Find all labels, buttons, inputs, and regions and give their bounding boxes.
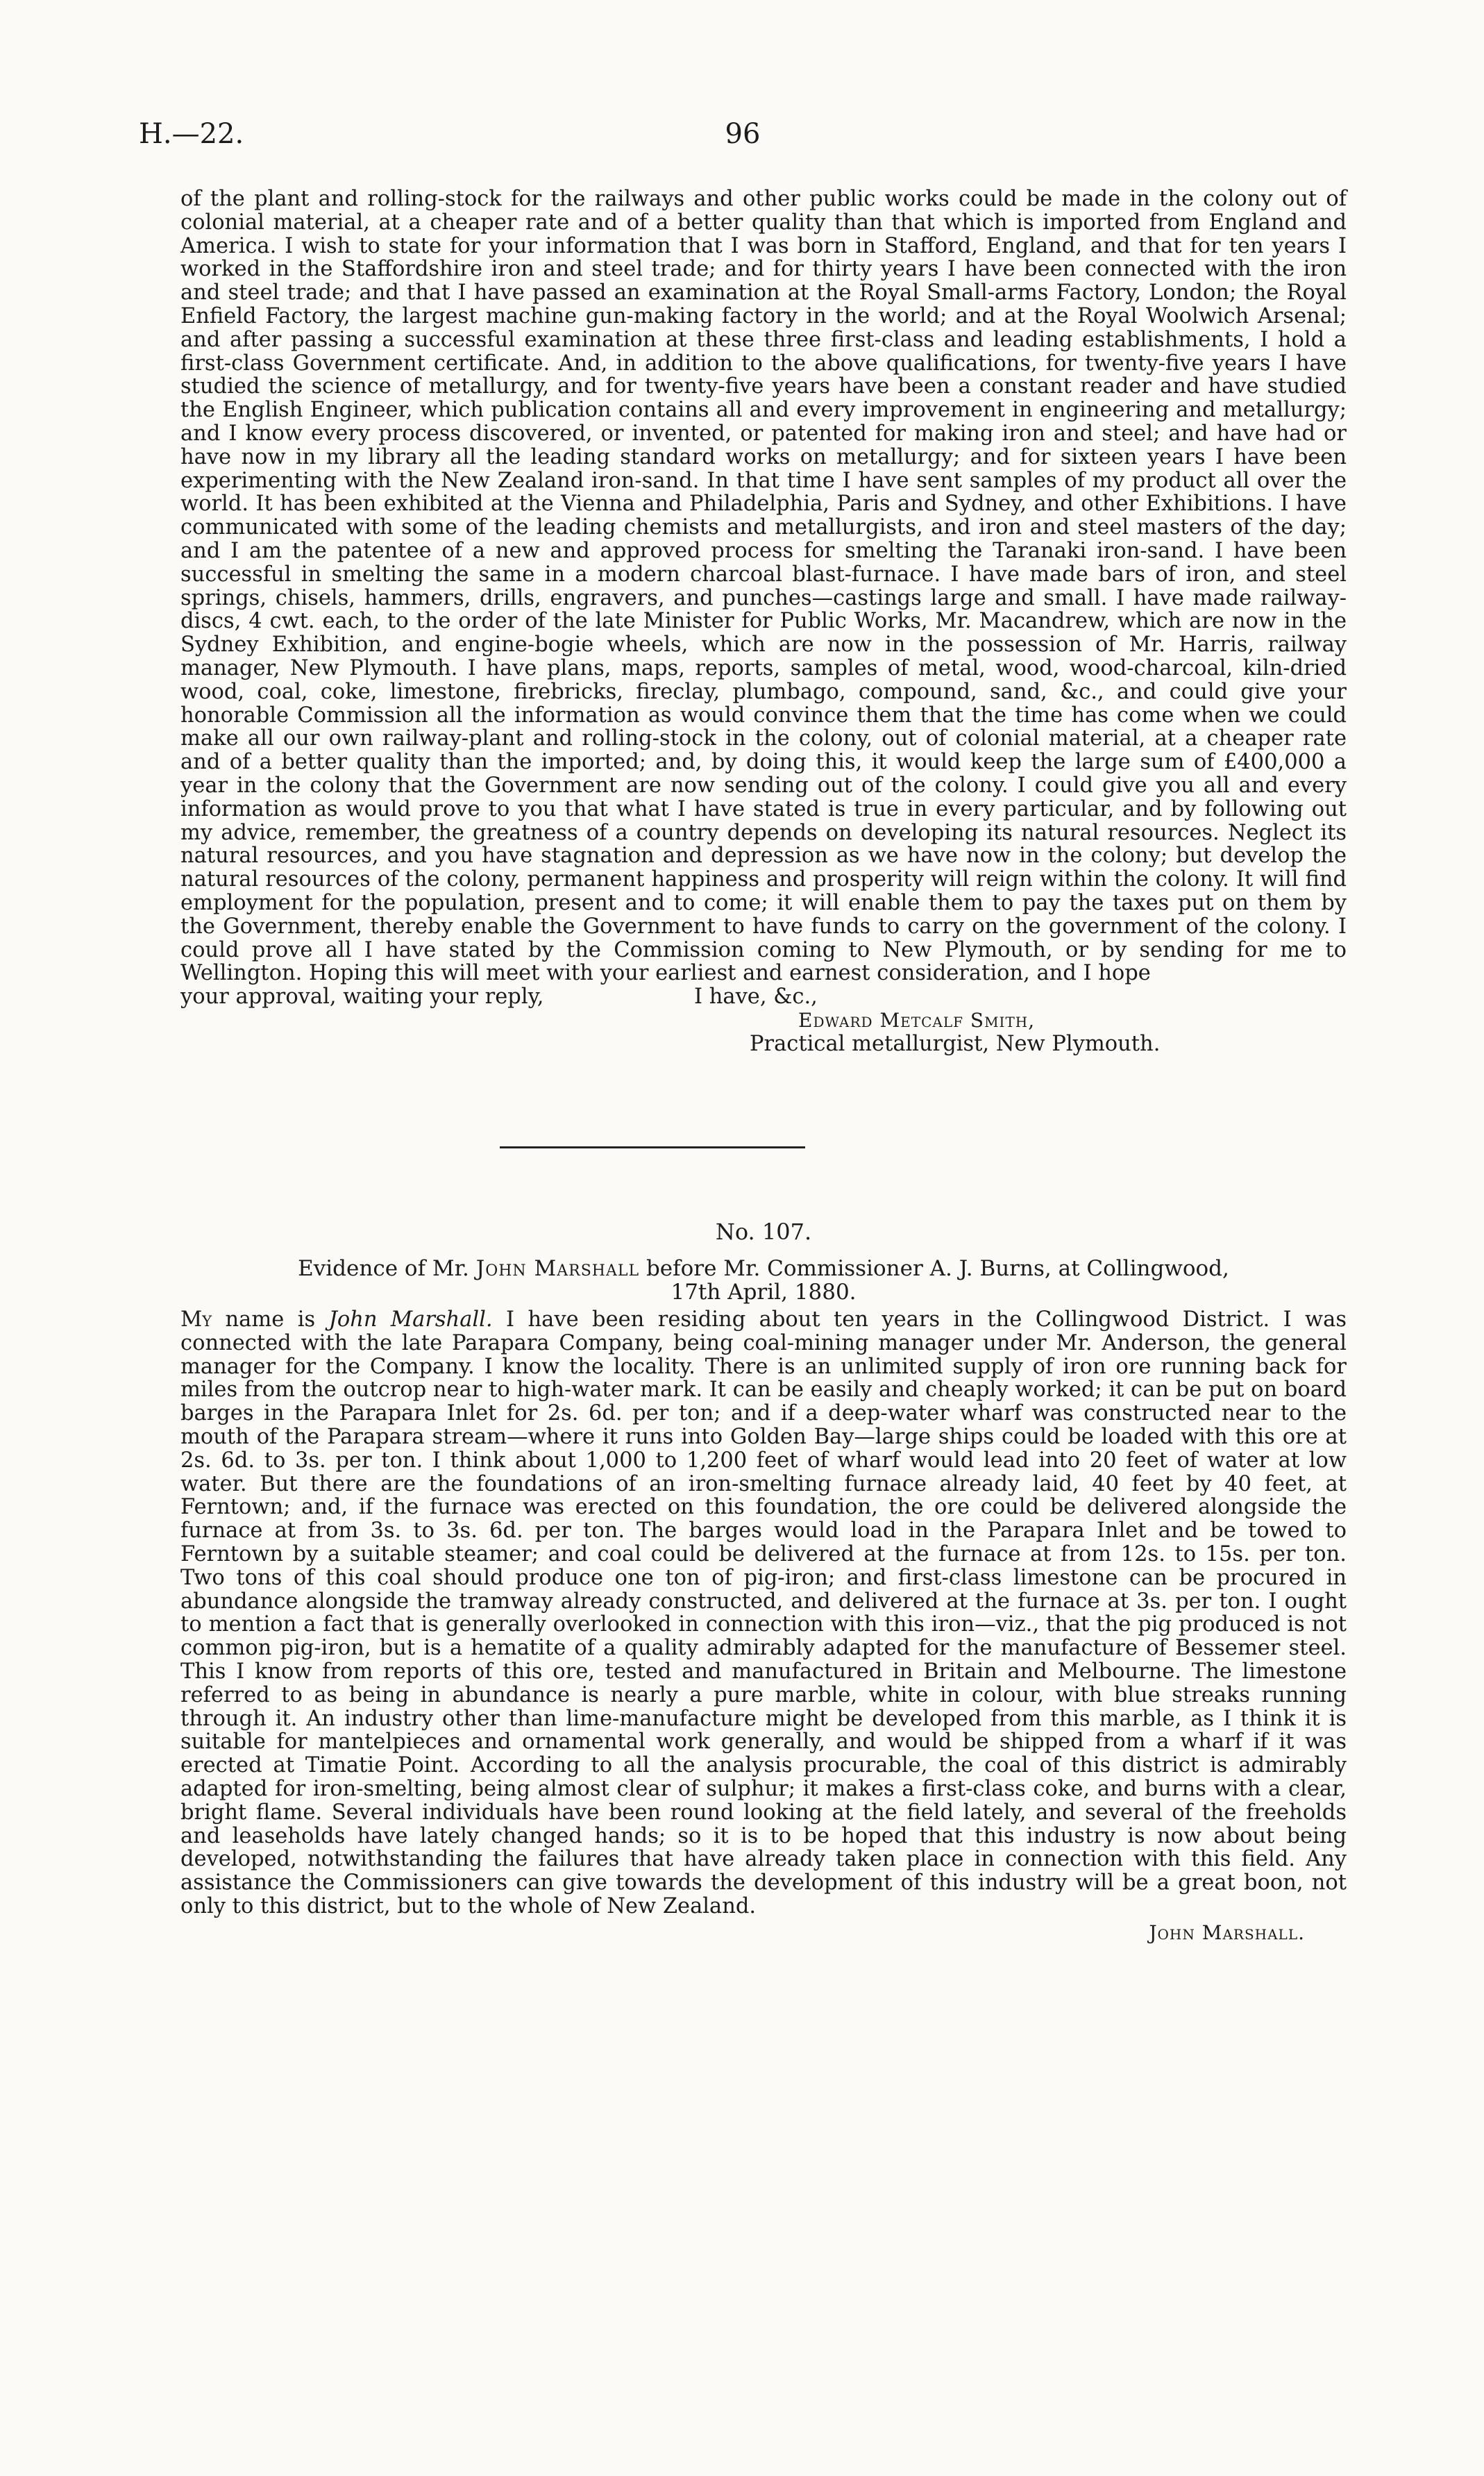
page-header [139, 118, 1347, 167]
letter-body: of the plant and rolling-stock for the railways and other public works could be made in the colony out of colonial material, at a cheaper rate and of a better quality than that which is imported from England and America. I wish to state for your information that I was born in Stafford, England, and that for ten years I worked in the Staffordshire iron and steel trade; and for thirty years I have been connected with the iron and steel trade; and that I have passed an examination at the Royal Small-arms Factory, London; the Royal Enfield Factory, the largest machine gun-making factory in the world; and at the Royal Woolwich Arsenal; and after passing a successful examination at these three first-class and leading establishments, I hold a first-class Government certificate. And, in addition to the above qualifications, for twenty-five years I have studied the science of metallurgy, and for twenty-five years have been a constant reader and have studied the English Engineer, which publication contains all and every improvement in engineering and metallurgy; and I know every process discovered, or invented, or patented for making iron and steel; and have had or have now in my library all the leading standard works on metallurgy; and for sixteen years I have been experimenting with the New Zealand iron-sand. In that time I have sent samples of my product all over the world. It has been exhibited at the Vienna and Philadelphia, Paris and Sydney, and other Exhibitions. I have communicated with some of the leading chemists and metallurgists, and iron and steel masters of the day; and I am the patentee of a new and approved process for smelting the Taranaki iron-sand. I have been successful in smelting the same in a modern charcoal blast-furnace. I have made bars of iron, and steel springs, chisels, hammers, drills, engravers, and punches—castings large and small. I have made railway-discs, 4 cwt. each, to the order of the late Minister for Public Works, Mr. Macandrew, which are now in the Sydney Exhibition, and engine-bogie wheels, which are now in the possession of Mr. Harris, railway manager, New Plymouth. I have plans, maps, reports, samples of metal, wood, wood-charcoal, kiln-dried wood, coal, coke, limestone, firebricks, fireclay, plumbago, compound, sand, &c., and could give your honorable Commission all the information as would convince them that the time has come when we could make all our own railway-plant and rolling-stock in the colony, out of colonial material, at a cheaper rate and of a better quality than the imported; and, by doing this, it would keep the large sum of £400,000 a year in the colony that the Government are now sending out of the colony. I could give you all and every information as would prove to you that what I have stated is true in every particular, and by following out my advice, remember, the greatness of a country depends on developing its natural resources. Neglect its natural resources, and you have stagnation and depression as we have now in the colony; but develop the natural resources of the colony, permanent happiness and prosperity will reign within the colony. It will find employment for the population, present and to come; it will enable them to pay the taxes put on them by the Government, thereby enable the Government to have funds to carry on the government of the colony. I could prove all I have stated by the Commission coming to New Plymouth, or by sending for me to Wellington. Hoping this will meet with your earliest and earnest consideration, and I hope [180, 187, 1347, 986]
evidence-body-text: I have been residing about ten years in the Collingwood District. I was connected with the late Parapara Company, being coal-mining manager under Mr. Anderson, the general manager for the Company. I know the locality. There is an unlimited supply of iron ore running back for miles from the outcrop near to high-water mark. It can be easily and cheaply worked; it can be put on board barges in the Parapara Inlet for 2s. 6d. per ton; and if a deep-water wharf was constructed near to the mouth of the Parapara stream—where it runs into Golden Bay—large ships could be loaded with this ore at 2s. 6d. to 3s. per ton. I think about 1,000 to 1,200 feet of wharf would lead into 20 feet of water at low water. But there are the foundations of an iron-smelting furnace already laid, 40 feet by 40 feet, at Ferntown; and, if the furnace was erected on this foundation, the ore could be delivered alongside the furnace at from 3s. to 3s. 6d. per ton. The barges would load in the Parapara Inlet and be towed to Ferntown by a suitable steamer; and coal could be delivered at the furnace at from 12s. to 15s. per ton. Two tons of this coal should produce one ton of pig-iron; and first-class limestone can be procured in abundance alongside the tramway already constructed, and delivered at the furnace at 3s. per ton. I ought to mention a fact that is generally overlooked in connection with this iron—viz., that the pig produced is not common pig-iron, but is a hematite of a quality admirably adapted for the manufacture of Bessemer steel. This I know from reports of this ore, tested and manufactured in Britain and Melbourne. The limestone referred to as being in abundance is nearly a pure marble, white in colour, with blue streaks running through it. An industry other than lime-manufacture might be developed from this marble, as I think it is suitable for mantelpieces and ornamental work generally, and would be shipped from a wharf if it was erected at Timatie Point. According to all the analysis procurable, the coal of this district is admirably adapted for iron-smelting, being almost clear of sulphur; it makes a first-class coke, and burns with a clear, bright flame. Several individuals have been round looking at the field lately, and several of the freeholds and leaseholds have lately changed hands; so it is to be hoped that this industry is now about being developed, notwithstanding the failures that have already taken place in connection with this field. Any assistance the Commissioners can give towards the development of this industry will be a great boon, not only to this district, but to the whole of New Zealand. [180, 1307, 1347, 1919]
evidence-opening-name: John Marshall. [328, 1307, 493, 1332]
document-reference: H.—22. [139, 118, 244, 150]
evidence-signature: John Marshall. [1149, 1921, 1305, 1944]
evidence-opening-text: name is [225, 1307, 316, 1332]
evidence-body [180, 1308, 1347, 1918]
evidence-title-suffix: before Mr. Commissioner A. J. Burns, at Collingwood, [646, 1256, 1229, 1282]
section-divider [500, 1146, 805, 1148]
evidence-section [180, 1218, 1347, 1944]
closing-left: your approval, waiting your reply, [180, 985, 544, 1010]
closing-right: I have, &c., [694, 985, 818, 1010]
evidence-title [180, 1257, 1347, 1304]
letter-section [180, 187, 1347, 1056]
evidence-opening-caps: My [180, 1307, 212, 1332]
letter-closing [180, 985, 1347, 1055]
evidence-title-prefix: Evidence of Mr. [298, 1256, 469, 1282]
letter-signature-title: Practical metallurgist, New Plymouth. [750, 1032, 1161, 1057]
evidence-title-name: John Marshall [475, 1256, 640, 1282]
page-number: 96 [725, 118, 761, 150]
letter-signature-name: Edward Metcalf Smith, [798, 1009, 1036, 1032]
evidence-date: 17th April, 1880. [671, 1280, 857, 1305]
evidence-number: No. 107. [715, 1219, 812, 1246]
page-content [180, 187, 1347, 1944]
